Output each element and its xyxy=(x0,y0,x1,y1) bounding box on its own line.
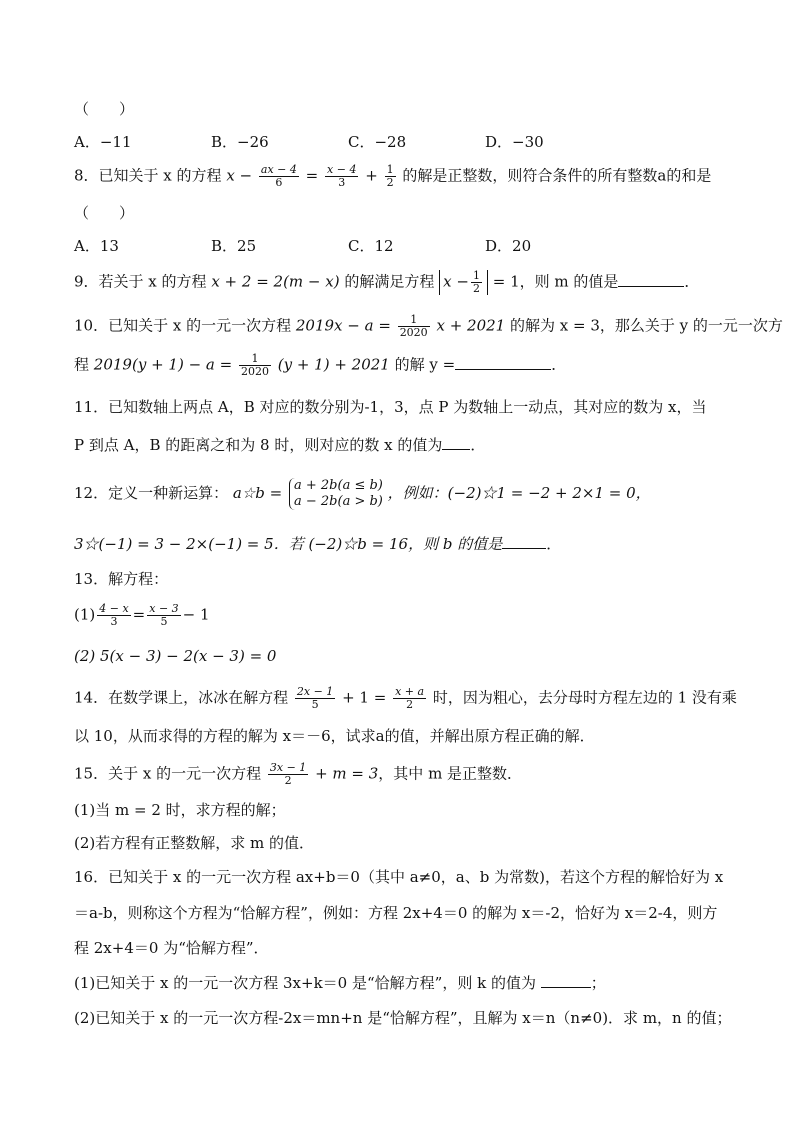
q16-line3: 程 2x+4＝0 为“恰解方程”． xyxy=(74,939,269,957)
q12-line1: 12．定义一种新运算： a☆b = a + 2b(a ≤ b) a − 2b(a > b) ，例如：(−2)☆1 = −2 + 2×1 = 0， xyxy=(74,478,651,509)
q10-frac-1: $\frac{1}{2020}$ xyxy=(399,313,428,339)
q8-frac-2: $\frac{x - 4}{3}$ xyxy=(327,163,357,189)
q13-frac-1: $\frac{4 - x}{3}$ xyxy=(99,602,129,628)
q13-part1: (1) $\frac{4 - x}{3}$ = $\frac{x - 3}{5}$ − 1 xyxy=(74,602,210,628)
q7-paren: （ ） xyxy=(74,100,135,118)
q9-stem: 9．若关于 x 的方程 x + 2 = 2(m − x) 的解满足方程 x − $\frac{1}{2}$ = 1，则 m 的值是 ． xyxy=(74,269,700,295)
q8-option-a: A．13 xyxy=(74,237,119,255)
q14-frac-2: $\frac{x + a}{2}$ xyxy=(395,685,425,711)
q7-option-d: D．−30 xyxy=(485,133,544,151)
q11-line1: 11．已知数轴上两点 A，B 对应的数分别为-1，3，点 P 为数轴上一动点，其对应的数为 x，当 xyxy=(74,398,707,416)
q15-frac: $\frac{3x - 1}{2}$ xyxy=(269,761,307,787)
q16-part2: (2)已知关于 x 的一元一次方程-2x＝mn+n 是“恰解方程”，且解为 x＝n（n≠0)．求 m，n 的值； xyxy=(74,1009,732,1027)
q13-part2: (2) 5(x − 3) − 2(x − 3) = 0 xyxy=(74,647,277,665)
q16-answer-blank xyxy=(541,973,591,988)
q13-title: 13．解方程： xyxy=(74,570,169,588)
q14-line2: 以 10，从而求得的方程的解为 x＝－6，试求a的值，并解出原方程正确的解． xyxy=(74,727,595,745)
q7-option-a: A．−11 xyxy=(74,133,132,151)
q16-line2: ＝a-b，则称这个方程为“恰解方程”，例如：方程 2x+4＝0 的解为 x＝-2，恰好为 x＝2-4，则方 xyxy=(74,904,718,922)
q13-frac-2: $\frac{x - 3}{5}$ xyxy=(149,602,179,628)
q14-frac-1: $\frac{2x - 1}{5}$ xyxy=(296,685,334,711)
q12-piecewise: a + 2b(a ≤ b) a − 2b(a > b) xyxy=(289,478,383,510)
q12-line2: 3☆(−1) = 3 − 2×(−1) = 5．若 (−2)☆b = 16，则 b 的值是 ． xyxy=(74,535,562,553)
q16-line1: 16．已知关于 x 的一元一次方程 ax+b＝0（其中 a≠0，a、b 为常数)，若这个方程的解恰好为 x xyxy=(74,868,724,886)
q11-line2: P 到点 A，B 的距离之和为 8 时，则对应的数 x 的值为 ． xyxy=(74,436,486,454)
q8-options xyxy=(74,235,734,257)
q10-frac-2: $\frac{1}{2020}$ xyxy=(240,352,269,378)
q8-option-b: B．25 xyxy=(211,237,257,255)
q8-option-d: D．20 xyxy=(485,237,532,255)
q15-part1: (1)当 m = 2 时，求方程的解； xyxy=(74,801,286,819)
q11-answer-blank xyxy=(442,435,470,450)
q10-answer-blank xyxy=(455,355,551,370)
q12-answer-blank xyxy=(502,534,546,549)
q8-stem: 8．已知关于 x 的方程 x − $\frac{ax - 4}{6}$ = $\frac{x - 4}{3}$ + $\frac{1}{2}$ 的解是正整数，则符合条件的所有整数a的和是 xyxy=(74,163,712,189)
q14-line1: 14．在数学课上，冰冰在解方程 $\frac{2x - 1}{5}$ + 1 = $\frac{x + a}{2}$ 时，因为粗心，去分母时方程左边的 1 没有乘 xyxy=(74,685,737,711)
q8-frac-1: $\frac{ax - 4}{6}$ xyxy=(260,163,297,189)
q15-part2: (2)若方程有正整数解，求 m 的值． xyxy=(74,834,315,852)
q8-frac-3: $\frac{1}{2}$ xyxy=(386,163,394,189)
q7-option-c: C．−28 xyxy=(348,133,407,151)
q16-part1: (1)已知关于 x 的一元一次方程 3x+k＝0 是“恰解方程”，则 k 的值为 ； xyxy=(74,974,606,992)
q8-paren: （ ） xyxy=(74,204,135,222)
q10-stem-line1: 10．已知关于 x 的一元一次方程 2019x − a = $\frac{1}{2020}$ x + 2021 的解为 x = 3，那么关于 y 的一元一次方 xyxy=(74,313,783,339)
q10-stem-line2: 程 2019(y + 1) − a = $\frac{1}{2020}$ (y + 1) + 2021 的解 y = ． xyxy=(74,352,567,378)
q8-option-c: C．12 xyxy=(348,237,394,255)
q7-options xyxy=(74,131,734,153)
q15-stem: 15．关于 x 的一元一次方程 $\frac{3x - 1}{2}$ + m = 3，其中 m 是正整数． xyxy=(74,761,523,787)
q9-absolute-value: x − $\frac{1}{2}$ xyxy=(439,270,488,295)
q7-option-b: B．−26 xyxy=(211,133,269,151)
q9-answer-blank xyxy=(618,272,684,287)
